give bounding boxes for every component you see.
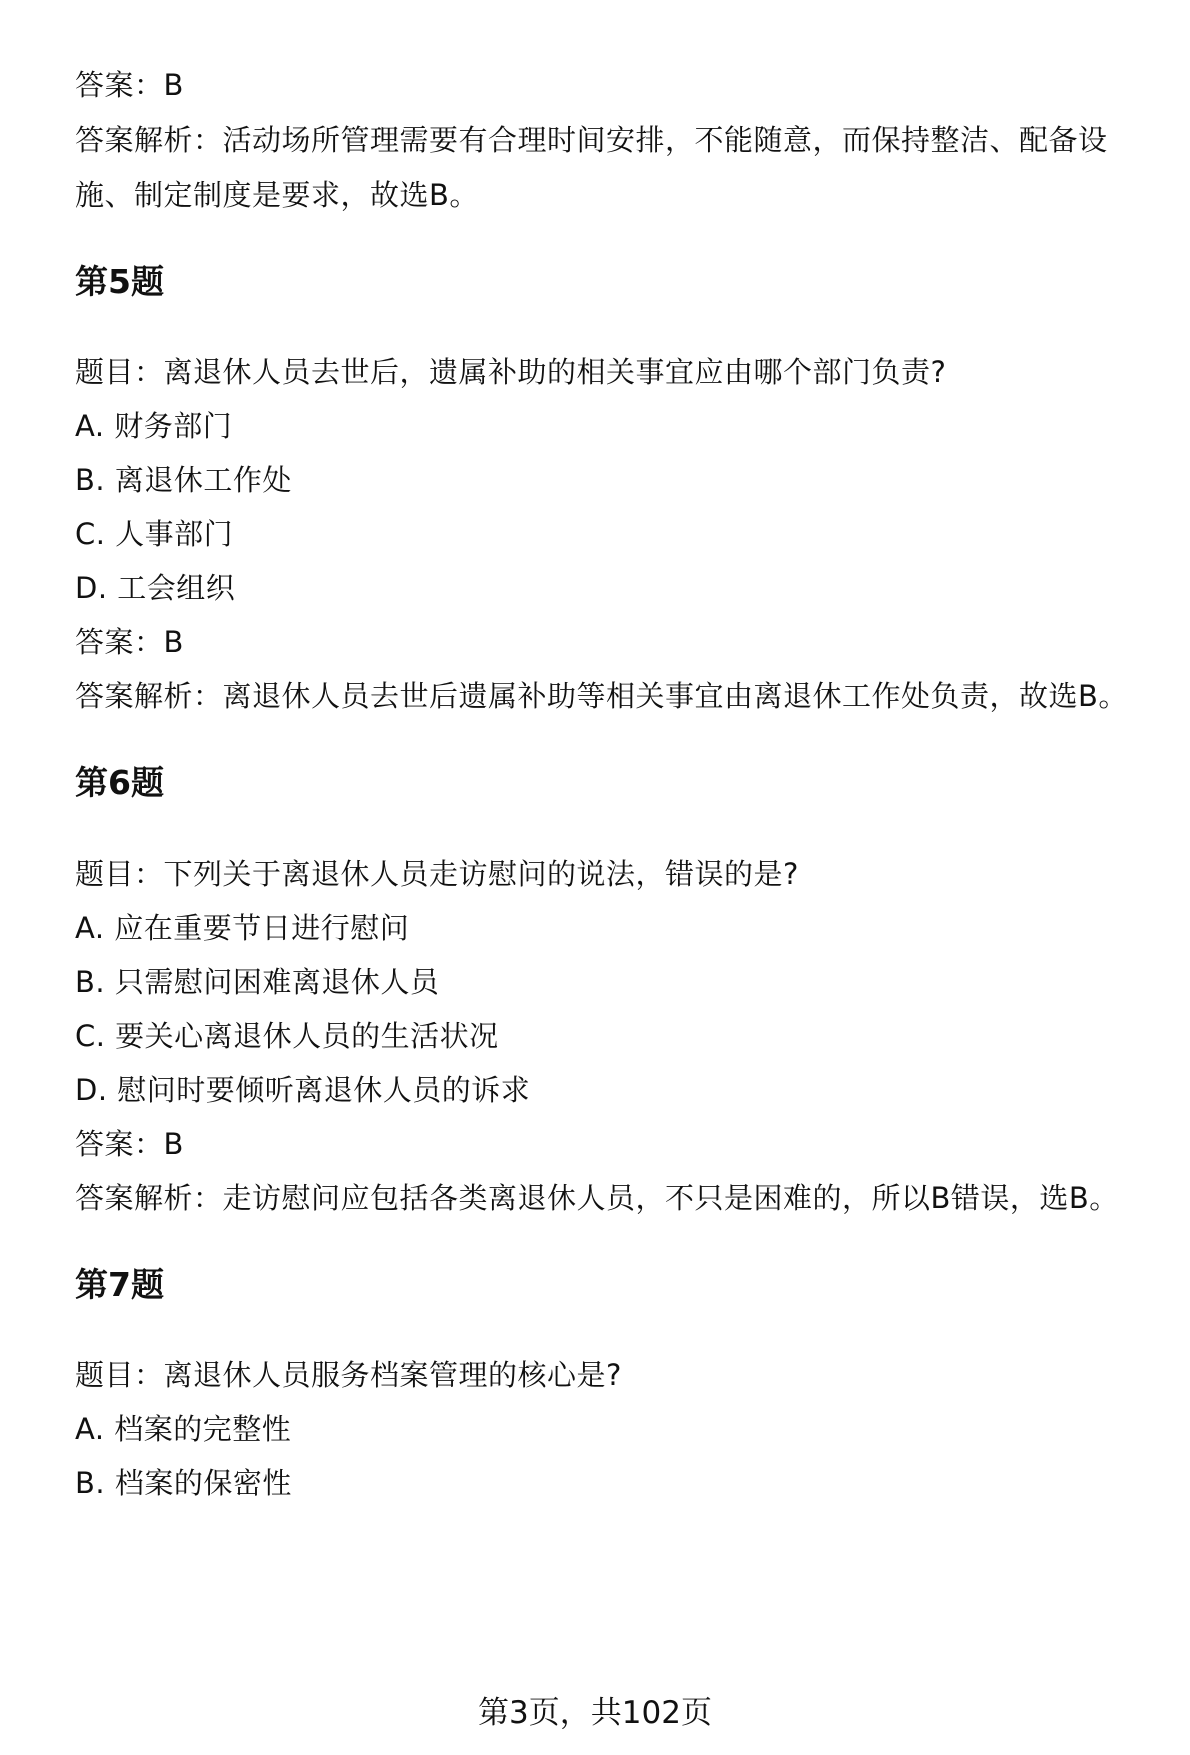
page-number: 第3页，共102页 [478, 1695, 712, 1731]
q5-option-d: D. 工会组织 [75, 571, 236, 605]
q6-explanation: 答案解析：走访慰问应包括各类离退休人员，不只是困难的，所以B错误，选B。 [75, 1181, 1119, 1215]
q7-option-a: A. 档案的完整性 [75, 1412, 292, 1446]
q5-explanation: 答案解析：离退休人员去世后遗属补助等相关事宜由离退休工作处负责，故选B。 [75, 679, 1128, 713]
q6-option-c: C. 要关心离退休人员的生活状况 [75, 1019, 499, 1053]
q5-option-a: A. 财务部门 [75, 409, 233, 443]
q5-option-b: B. 离退休工作处 [75, 463, 292, 497]
q5-option-c: C. 人事部门 [75, 517, 234, 551]
q7-option-b: B. 档案的保密性 [75, 1466, 292, 1500]
q6-option-d: D. 慰问时要倾听离退休人员的诉求 [75, 1073, 531, 1107]
prev-answer: 答案：B [75, 68, 184, 102]
q6-question: 题目：下列关于离退休人员走访慰问的说法，错误的是? [75, 857, 799, 891]
prev-explanation-line-2: 施、制定制度是要求，故选B。 [75, 178, 479, 212]
q7-question: 题目：离退休人员服务档案管理的核心是? [75, 1358, 622, 1392]
q6-option-b: B. 只需慰问困难离退休人员 [75, 965, 440, 999]
q6-answer: 答案：B [75, 1127, 184, 1161]
q7-heading: 第7题 [75, 1265, 164, 1304]
q5-answer: 答案：B [75, 625, 184, 659]
q5-heading: 第5题 [75, 262, 164, 301]
prev-explanation-line-1: 答案解析：活动场所管理需要有合理时间安排，不能随意，而保持整洁、配备设 [75, 123, 1108, 157]
q6-option-a: A. 应在重要节日进行慰问 [75, 911, 410, 945]
q6-heading: 第6题 [75, 763, 164, 802]
q5-question: 题目：离退休人员去世后，遗属补助的相关事宜应由哪个部门负责? [75, 355, 947, 389]
